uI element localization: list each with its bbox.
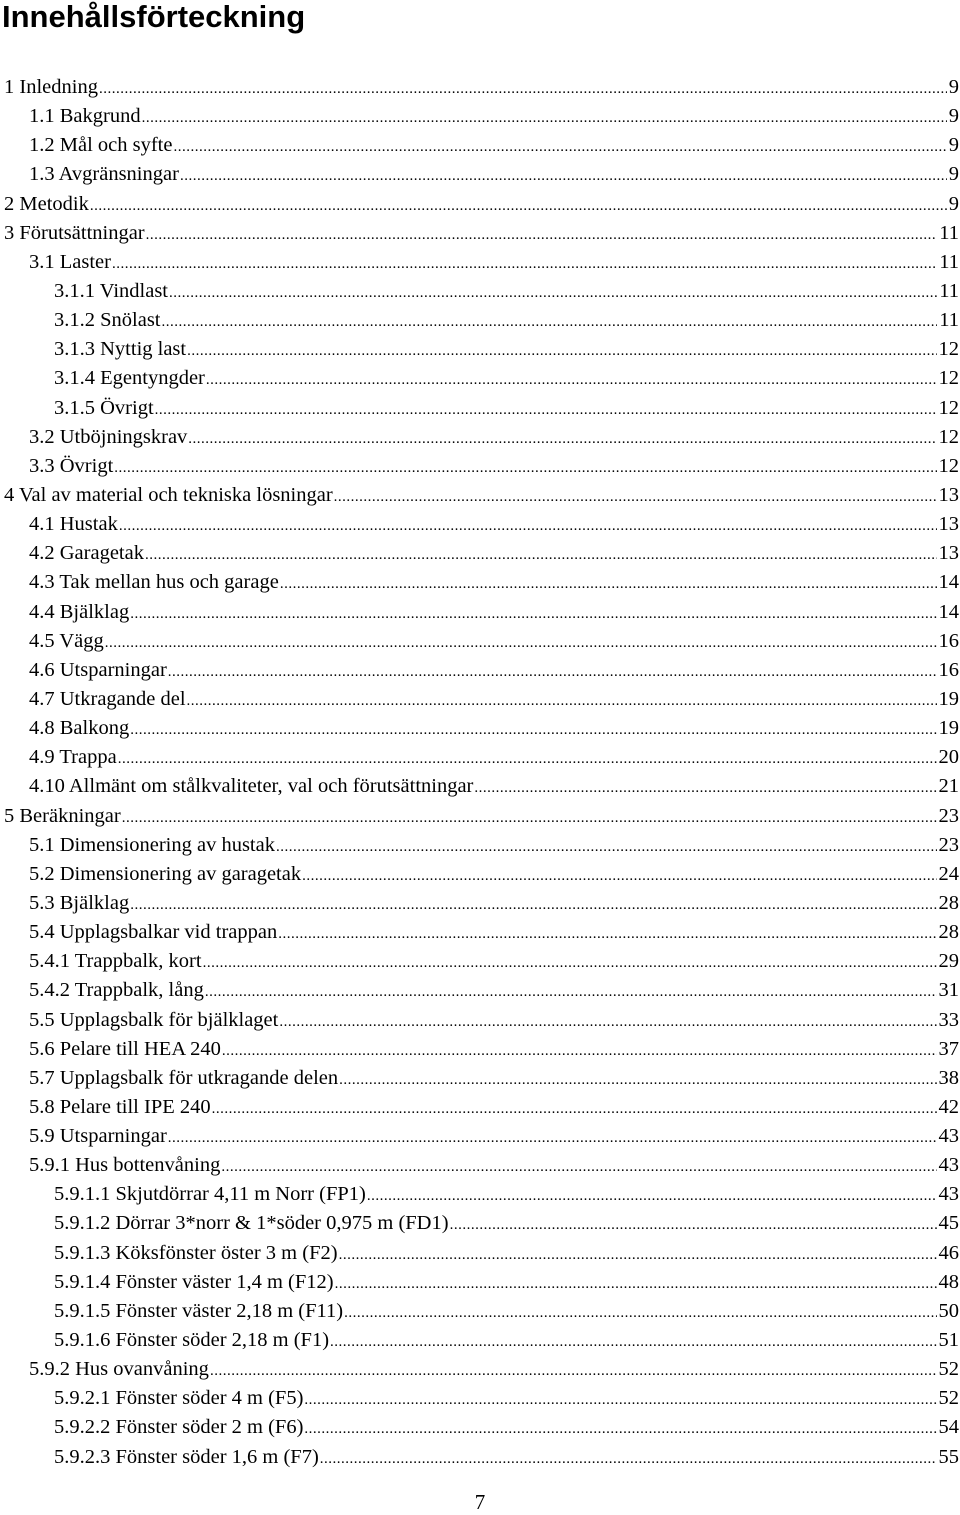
toc-entry-title: 5.9.2 Hus ovanvåning <box>29 1358 209 1381</box>
toc-entry-page: 43 <box>938 1125 959 1148</box>
toc-entry-page: 9 <box>948 163 959 186</box>
toc-entry[interactable] <box>0 889 960 918</box>
toc-entry-page: 51 <box>938 1329 959 1352</box>
toc-entry-title: 4.7 Utkragande del <box>29 687 186 710</box>
toc-entry[interactable] <box>0 976 960 1005</box>
toc-dot-leader <box>203 949 937 978</box>
toc-entry-page: 12 <box>938 396 959 419</box>
toc-entry-page: 12 <box>938 425 959 448</box>
toc-entry[interactable] <box>0 364 960 393</box>
page-number: 7 <box>474 1490 486 1514</box>
toc-entry-title: 3.1.5 Övrigt <box>54 396 154 419</box>
toc-entry[interactable] <box>0 423 960 452</box>
toc-entry-title: 4.6 Utsparningar <box>29 658 167 681</box>
toc-entry-page: 33 <box>938 1008 959 1031</box>
toc-dot-leader <box>187 687 937 716</box>
toc-entry[interactable] <box>0 539 960 568</box>
toc-dot-leader <box>169 279 937 308</box>
toc-entry[interactable] <box>0 277 960 306</box>
toc-dot-leader <box>450 1211 937 1240</box>
toc-entry-title: 3.1 Laster <box>29 250 111 273</box>
toc-dot-leader <box>210 1357 937 1386</box>
toc-entry-page: 24 <box>938 862 959 885</box>
toc-entry-page: 48 <box>938 1270 959 1293</box>
toc-dot-leader <box>162 308 938 337</box>
toc-dot-leader <box>122 804 937 833</box>
toc-entry[interactable] <box>0 1443 960 1472</box>
toc-entry-title: 5.9.1.3 Köksfönster öster 3 m (F2) <box>54 1241 338 1264</box>
toc-heading: Innehållsförteckning <box>2 0 306 34</box>
toc-entry[interactable] <box>0 1006 960 1035</box>
toc-entry[interactable] <box>0 1297 960 1326</box>
toc-dot-leader <box>330 1328 936 1357</box>
toc-entry-page: 11 <box>939 279 959 302</box>
toc-entry[interactable] <box>0 190 960 219</box>
toc-entry[interactable] <box>0 627 960 656</box>
toc-entry-page: 28 <box>938 921 959 944</box>
toc-entry-page: 42 <box>938 1095 959 1118</box>
toc-dot-leader <box>304 1386 936 1415</box>
toc-dot-leader <box>212 1095 937 1124</box>
toc-entry-page: 14 <box>938 600 959 623</box>
toc-entry-page: 43 <box>938 1183 959 1206</box>
toc-entry-title: 5.2 Dimensionering av garagetak <box>29 862 302 885</box>
toc-entry[interactable] <box>0 598 960 627</box>
toc-entry-page: 9 <box>948 134 959 157</box>
toc-entry-title: 3 Förutsättningar <box>4 221 145 244</box>
toc-entry[interactable] <box>0 1384 960 1413</box>
toc-entry[interactable] <box>0 685 960 714</box>
toc-entry-title: 4.2 Garagetak <box>29 542 144 565</box>
toc-dot-leader <box>130 600 936 629</box>
toc-entry-title: 5.4.1 Trappbalk, kort <box>29 950 202 973</box>
toc-dot-leader <box>339 1241 937 1270</box>
toc-entry-page: 43 <box>938 1154 959 1177</box>
toc-dot-leader <box>119 512 937 541</box>
toc-dot-leader <box>302 862 936 891</box>
toc-entry-page: 9 <box>948 76 959 98</box>
toc-entry-title: 4.10 Allmänt om stålkvaliteter, val och förutsättningar <box>29 775 474 798</box>
table-of-contents <box>0 73 960 1472</box>
toc-entry-title: 5.9.2.3 Fönster söder 1,6 m (F7) <box>54 1445 319 1468</box>
toc-entry[interactable] <box>0 1268 960 1297</box>
toc-entry[interactable] <box>0 73 960 102</box>
toc-entry-title: 3.2 Utböjningskrav <box>29 425 188 448</box>
toc-entry-title: 5.9.1 Hus bottenvåning <box>29 1154 221 1177</box>
toc-entry-page: 11 <box>939 309 959 332</box>
toc-entry[interactable] <box>0 160 960 189</box>
toc-entry-page: 52 <box>938 1358 959 1381</box>
toc-dot-leader <box>344 1299 936 1328</box>
toc-entry-title: 5.3 Bjälklag <box>29 891 130 914</box>
toc-dot-leader <box>334 483 937 512</box>
toc-dot-leader <box>339 1066 936 1095</box>
toc-dot-leader <box>168 658 937 687</box>
toc-entry-page: 19 <box>938 717 959 740</box>
toc-entry-page: 31 <box>938 979 959 1002</box>
toc-entry-title: 4 Val av material och tekniska lösningar <box>4 483 333 506</box>
toc-entry-page: 12 <box>938 338 959 361</box>
toc-entry[interactable] <box>0 714 960 743</box>
toc-entry-page: 21 <box>938 775 959 798</box>
toc-entry-page: 16 <box>938 629 959 652</box>
toc-entry[interactable] <box>0 1035 960 1064</box>
toc-entry-title: 5.9.1.6 Fönster söder 2,18 m (F1) <box>54 1329 330 1352</box>
toc-entry[interactable] <box>0 743 960 772</box>
toc-entry[interactable] <box>0 335 960 364</box>
toc-entry-title: 4.4 Bjälklag <box>29 600 130 623</box>
toc-entry-title: 4.8 Balkong <box>29 717 130 740</box>
toc-entry-title: 5.9 Utsparningar <box>29 1125 167 1148</box>
toc-dot-leader <box>188 425 936 454</box>
toc-entry-title: 5.5 Upplagsbalk för bjälklaget <box>29 1008 279 1031</box>
toc-dot-leader <box>187 337 936 366</box>
toc-entry-page: 9 <box>948 105 959 128</box>
toc-entry-page: 23 <box>938 833 959 856</box>
toc-entry-title: 3.1.2 Snölast <box>54 309 161 332</box>
toc-entry-page: 38 <box>938 1066 959 1089</box>
toc-entry-title: 3.1.4 Egentyngder <box>54 367 205 390</box>
toc-dot-leader <box>279 1008 936 1037</box>
toc-dot-leader <box>221 1153 936 1182</box>
toc-entry-page: 45 <box>938 1212 959 1235</box>
toc-entry-title: 5.9.1.2 Dörrar 3*norr & 1*söder 0,975 m (FD1) <box>54 1212 449 1235</box>
toc-entry-page: 13 <box>938 542 959 565</box>
toc-dot-leader <box>130 891 936 920</box>
toc-entry-page: 54 <box>938 1416 959 1439</box>
toc-dot-leader <box>276 833 937 862</box>
toc-dot-leader <box>206 366 937 395</box>
toc-entry-title: 5 Beräkningar <box>4 804 121 827</box>
toc-entry-title: 3.1.3 Nyttig last <box>54 338 187 361</box>
toc-dot-leader <box>146 221 938 250</box>
toc-entry-title: 5.7 Upplagsbalk för utkragande delen <box>29 1066 339 1089</box>
toc-entry[interactable] <box>0 1122 960 1151</box>
toc-entry-title: 5.9.1.1 Skjutdörrar 4,11 m Norr (FP1) <box>54 1183 366 1206</box>
toc-entry[interactable] <box>0 219 960 248</box>
toc-entry-title: 1.3 Avgränsningar <box>29 163 179 186</box>
toc-dot-leader <box>180 162 947 191</box>
toc-dot-leader <box>278 920 936 949</box>
toc-entry-page: 50 <box>938 1299 959 1322</box>
toc-entry-title: 3.1.1 Vindlast <box>54 279 168 302</box>
toc-entry[interactable] <box>0 568 960 597</box>
toc-entry[interactable] <box>0 831 960 860</box>
toc-entry[interactable] <box>0 1209 960 1238</box>
toc-entry[interactable] <box>0 394 960 423</box>
toc-entry[interactable] <box>0 802 960 831</box>
toc-dot-leader <box>367 1182 937 1211</box>
toc-entry-page: 9 <box>948 192 959 215</box>
toc-entry-page: 19 <box>938 687 959 710</box>
toc-dot-leader <box>90 192 947 221</box>
toc-entry-title: 5.9.2.1 Fönster söder 4 m (F5) <box>54 1387 304 1410</box>
toc-entry-title: 5.9.1.5 Fönster väster 2,18 m (F11) <box>54 1299 344 1322</box>
toc-dot-leader <box>280 570 937 599</box>
toc-entry-page: 52 <box>938 1387 959 1410</box>
toc-entry[interactable] <box>0 1413 960 1442</box>
toc-entry-page: 13 <box>938 513 959 536</box>
toc-entry-page: 37 <box>938 1037 959 1060</box>
toc-entry-page: 20 <box>938 746 959 769</box>
toc-entry-title: 5.4 Upplagsbalkar vid trappan <box>29 921 278 944</box>
toc-entry-page: 55 <box>938 1445 959 1468</box>
toc-dot-leader <box>105 629 937 658</box>
toc-entry-page: 11 <box>939 221 959 244</box>
toc-dot-leader <box>155 396 937 425</box>
toc-entry[interactable] <box>0 860 960 889</box>
toc-dot-leader <box>130 716 936 745</box>
toc-entry[interactable] <box>0 1093 960 1122</box>
toc-entry-page: 23 <box>938 804 959 827</box>
toc-entry-title: 4.9 Trappa <box>29 746 117 769</box>
toc-entry-title: 5.4.2 Trappbalk, lång <box>29 979 204 1002</box>
toc-entry[interactable] <box>0 102 960 131</box>
toc-entry[interactable] <box>0 1064 960 1093</box>
toc-dot-leader <box>335 1270 937 1299</box>
toc-entry-title: 5.1 Dimensionering av hustak <box>29 833 275 856</box>
toc-dot-leader <box>118 745 937 774</box>
toc-entry[interactable] <box>0 510 960 539</box>
toc-entry-title: 1.1 Bakgrund <box>29 105 141 128</box>
toc-dot-leader <box>112 250 937 279</box>
toc-entry-title: 5.6 Pelare till HEA 240 <box>29 1037 221 1060</box>
toc-entry[interactable] <box>0 1180 960 1209</box>
toc-dot-leader <box>168 1124 937 1153</box>
toc-dot-leader <box>222 1037 937 1066</box>
toc-entry-page: 12 <box>938 454 959 477</box>
toc-dot-leader <box>142 104 947 133</box>
toc-entry-title: 5.8 Pelare till IPE 240 <box>29 1095 211 1118</box>
toc-dot-leader <box>320 1445 937 1474</box>
toc-dot-leader <box>145 541 937 570</box>
toc-entry-title: 4.5 Vägg <box>29 629 104 652</box>
toc-entry[interactable] <box>0 452 960 481</box>
toc-dot-leader <box>205 978 937 1007</box>
toc-dot-leader <box>304 1415 936 1444</box>
toc-entry[interactable] <box>0 1355 960 1384</box>
toc-entry[interactable] <box>0 1239 960 1268</box>
toc-entry[interactable] <box>0 1326 960 1355</box>
toc-entry-page: 14 <box>938 571 959 594</box>
toc-entry[interactable] <box>0 947 960 976</box>
toc-entry-title: 4.1 Hustak <box>29 513 118 536</box>
toc-entry-page: 13 <box>938 483 959 506</box>
toc-entry-page: 29 <box>938 950 959 973</box>
toc-entry[interactable] <box>0 131 960 160</box>
toc-entry[interactable] <box>0 656 960 685</box>
toc-entry-page: 16 <box>938 658 959 681</box>
toc-entry-title: 2 Metodik <box>4 192 89 215</box>
toc-entry-title: 5.9.2.2 Fönster söder 2 m (F6) <box>54 1416 304 1439</box>
toc-entry-page: 12 <box>938 367 959 390</box>
toc-entry-title: 1.2 Mål och syfte <box>29 134 173 157</box>
toc-dot-leader <box>474 774 936 803</box>
toc-entry-title: 3.3 Övrigt <box>29 454 114 477</box>
toc-entry-title: 1 Inledning <box>4 76 98 98</box>
toc-entry[interactable] <box>0 918 960 947</box>
toc-entry[interactable] <box>0 248 960 277</box>
toc-entry-page: 46 <box>938 1241 959 1264</box>
toc-entry[interactable] <box>0 1151 960 1180</box>
toc-entry-title: 4.3 Tak mellan hus och garage <box>29 571 279 594</box>
toc-dot-leader <box>99 75 947 104</box>
toc-entry-page: 28 <box>938 891 959 914</box>
toc-entry[interactable] <box>0 481 960 510</box>
toc-dot-leader <box>114 454 936 483</box>
toc-entry[interactable] <box>0 306 960 335</box>
toc-dot-leader <box>173 133 946 162</box>
toc-entry[interactable] <box>0 772 960 801</box>
toc-entry-title: 5.9.1.4 Fönster väster 1,4 m (F12) <box>54 1270 334 1293</box>
toc-entry-page: 11 <box>939 250 959 273</box>
